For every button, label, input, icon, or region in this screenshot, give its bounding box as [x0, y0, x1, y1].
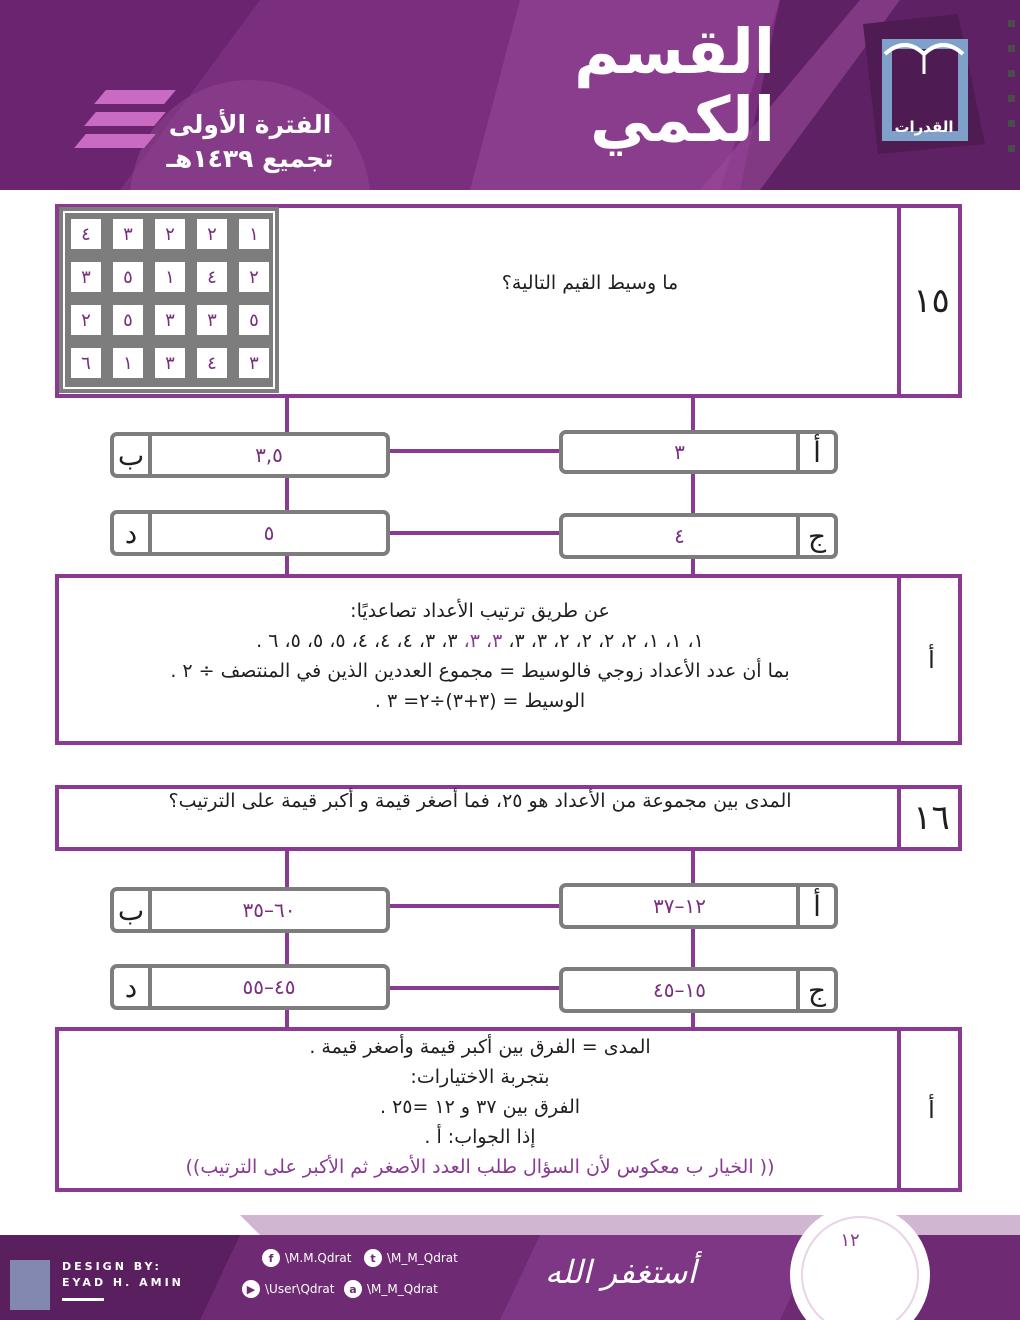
q16-exp-line-1: المدى = الفرق بين أكبر قيمة وأصغر قيمة . [309, 1036, 651, 1058]
calligraphy-text: أستغفر الله [545, 1253, 697, 1291]
q15-explanation-text [70, 596, 890, 716]
q16-option-c[interactable] [559, 967, 838, 1013]
q15-exp-line-2 [70, 626, 890, 656]
grid-cell: ٥ [237, 303, 271, 337]
page-number: ١٢ [840, 1230, 860, 1251]
youtube-link[interactable] [242, 1280, 335, 1298]
q16-option-c-value: ١٥–٤٥ [653, 978, 706, 1002]
page-title [574, 15, 775, 156]
header-stripes [90, 90, 150, 170]
askfm-icon: a [344, 1280, 362, 1298]
q15-option-b[interactable] [110, 432, 390, 478]
grid-cell: ٦ [69, 346, 103, 380]
q16-option-d[interactable] [110, 964, 390, 1010]
design-by-label: DESIGN BY: [62, 1260, 162, 1273]
grid-cell: ٣ [153, 303, 187, 337]
q16-option-b-value: ٦٠–٣٥ [242, 898, 296, 922]
askfm-link[interactable] [344, 1280, 438, 1298]
facebook-handle: \M.M.Qdrat [285, 1251, 352, 1265]
q16-answer-letter: أ [897, 1027, 962, 1192]
q15-exp-line-3: بما أن عدد الأعداد زوجي فالوسيط = مجموع العددين الذين في المنتصف ÷ ٢ . [170, 660, 790, 682]
subtitle-line-2: تجميع ١٤٣٩هـ [166, 144, 334, 173]
youtube-handle: \User\Qdrat [265, 1282, 335, 1296]
q16-number: ١٦ [897, 785, 962, 851]
q16-option-b-letter: ب [114, 891, 152, 929]
q16-exp-line-3: الفرق بين ٣٧ و ١٢ =٢٥ . [379, 1096, 581, 1118]
grid-cell: ٤ [195, 260, 229, 294]
q16-explanation-text [70, 1032, 890, 1182]
page-footer [0, 1215, 1020, 1320]
q16-option-d-letter: د [114, 968, 152, 1006]
title-line-2: الكمي [590, 83, 775, 156]
q15-exp-line-1: عن طريق ترتيب الأعداد تصاعديًا: [350, 600, 610, 622]
grid-cell: ٣ [195, 303, 229, 337]
q15-exp-line-4: الوسيط = (٣+٣)÷٢= ٣ . [374, 690, 586, 712]
q16-option-d-value: ٤٥–٥٥ [242, 975, 296, 999]
page-header [0, 0, 1020, 190]
grid-cell: ١ [237, 217, 271, 251]
q16-option-a[interactable] [559, 883, 838, 929]
logo [863, 14, 985, 154]
grid-cell: ٣ [153, 346, 187, 380]
askfm-handle: \M_M_Qdrat [367, 1282, 438, 1296]
grid-cell: ٢ [237, 260, 271, 294]
q15-exp-line-2-highlight: ٣، ٣، [457, 630, 503, 652]
twitter-icon: t [364, 1249, 382, 1267]
q16-option-c-letter: ج [796, 971, 834, 1009]
q15-option-a-letter: أ [796, 434, 834, 470]
grid-cell: ٣ [111, 217, 145, 251]
twitter-handle: \M_M_Qdrat [387, 1251, 458, 1265]
q15-option-a[interactable] [559, 430, 838, 474]
q15-number: ١٥ [897, 204, 962, 398]
q16-option-a-value: ١٢–٣٧ [653, 894, 706, 918]
designer-name: EYAD H. AMIN [62, 1276, 184, 1289]
q15-option-c[interactable] [559, 513, 838, 559]
title-line-1: القسم [574, 15, 775, 88]
youtube-icon: ▶ [242, 1280, 260, 1298]
q16-exp-line-5: (( الخيار ب معكوس لأن السؤال طلب العدد الأصغر ثم الأكبر على الترتيب)) [185, 1156, 775, 1178]
page-subtitle [150, 108, 350, 176]
q15-values-grid [59, 207, 279, 393]
q15-exp-line-2-start: ١، ١، ١، ٢، ٢، ٢، ٢، ٣، ٣، [502, 630, 704, 652]
facebook-icon: f [262, 1249, 280, 1267]
grid-cell: ٣ [237, 346, 271, 380]
grid-cell: ٢ [153, 217, 187, 251]
q15-option-c-letter: ج [796, 517, 834, 555]
subtitle-line-1: الفترة الأولى [168, 110, 332, 139]
q15-option-c-value: ٤ [674, 524, 685, 548]
q16-exp-line-2: بتجربة الاختيارات: [410, 1066, 550, 1088]
q15-option-a-value: ٣ [674, 440, 685, 464]
twitter-link[interactable] [364, 1249, 458, 1267]
q15-option-d-letter: د [114, 514, 152, 552]
designer-logo [10, 1260, 50, 1310]
grid-cell: ٢ [195, 217, 229, 251]
q15-option-b-value: ٣,٥ [255, 443, 283, 467]
q16-question-text: المدى بين مجموعة من الأعداد هو ٢٥، فما أصغر قيمة و أكبر قيمة على الترتيب؟ [168, 790, 792, 812]
grid-cell: ١ [153, 260, 187, 294]
q15-question-text: ما وسيط القيم التالية؟ [501, 272, 679, 294]
grid-cell: ٥ [111, 303, 145, 337]
edge-dots [1008, 20, 1016, 190]
grid-cell: ٤ [69, 217, 103, 251]
q16-option-a-letter: أ [796, 887, 834, 925]
q15-option-d[interactable] [110, 510, 390, 556]
grid-cell: ٥ [111, 260, 145, 294]
designer-underline [62, 1298, 104, 1301]
q15-answer-letter: أ [897, 574, 962, 745]
q15-option-d-value: ٥ [263, 521, 275, 545]
grid-cell: ٤ [195, 346, 229, 380]
grid-cell: ١ [111, 346, 145, 380]
q15-exp-line-2-end: ٣، ٣، ٤، ٤، ٤، ٥، ٥، ٥، ٦ . [256, 630, 458, 652]
q16-option-b[interactable] [110, 887, 390, 933]
q15-option-b-letter: ب [114, 436, 152, 474]
facebook-link[interactable] [262, 1249, 351, 1267]
grid-cell: ٢ [69, 303, 103, 337]
q16-exp-line-4: إذا الجواب: أ . [424, 1126, 536, 1148]
grid-cell: ٣ [69, 260, 103, 294]
logo-text: القدرات [894, 118, 954, 136]
